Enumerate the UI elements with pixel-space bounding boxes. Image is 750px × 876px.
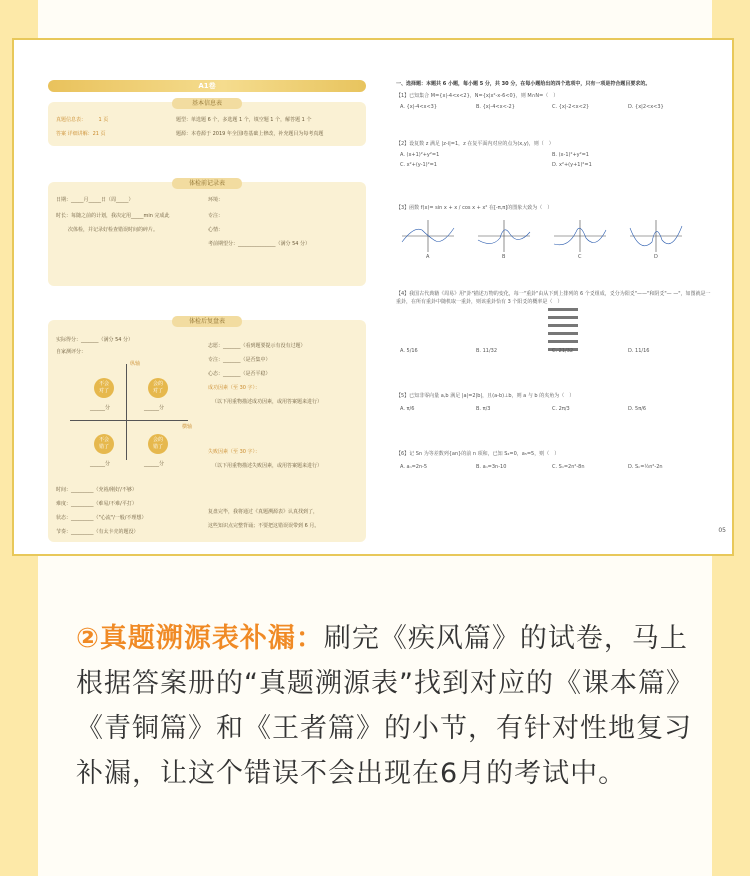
fail-label: 失败因素（至 30 字）：: [208, 449, 261, 455]
review-r3: 心态：_______（是否平稳）: [208, 371, 271, 377]
q5-option-c: C. 2π/3: [552, 406, 570, 412]
score-bottom-right: ______分: [144, 461, 165, 467]
hexagram-line: [548, 308, 578, 311]
success-label: 成功因素（至 30 字）：: [208, 385, 261, 391]
q4-option-a: A. 5/16: [400, 348, 418, 354]
pre-record-block: [48, 182, 366, 286]
post-pace: 节奏：_________（有太卡壳的题没）: [56, 529, 139, 535]
question-1: 【1】已知集合 M={x|-4<x<2}，N={x|x²-x-6<0}，则 M∩N=（ ）: [396, 93, 559, 99]
x-axis-label: 横轴: [182, 424, 193, 430]
hexagram-line: [548, 332, 578, 335]
q3-graphs: [396, 218, 696, 262]
q3-label-b: B: [502, 254, 506, 260]
pre-record-heading: 体检前记录表: [172, 178, 242, 189]
score-top-right: ______分: [144, 405, 165, 411]
hexagram-line: [548, 340, 578, 343]
post-time: 时间：_________（充裕/刚好/不够）: [56, 487, 137, 493]
caption-body: 刷完《疾风篇》的试卷，马上根据答案册的“真题溯源表”找到对应的《课本篇》《青铜篇》和《王者篇》的小节，有针对性地复习补漏，让这个错误不会出现在6月的考试中。: [76, 623, 694, 789]
post-review-block: [48, 320, 366, 542]
q2-option-d: D. x²+(y+1)²=1: [552, 162, 592, 168]
y-axis-label: 纵轴: [130, 361, 141, 367]
pre-date: 日期：_____月_____日（周_____）: [56, 197, 134, 203]
post-review-heading: 体检后复盘表: [172, 316, 242, 327]
quadrant-dont-know-wrong: 不会 错了: [94, 434, 114, 454]
question-5: 【5】已知非零向量 a,b 满足 |a|=2|b|，且(a-b)⊥b，则 a 与 b 的夹角为（ ）: [396, 393, 575, 399]
q4-option-b: B. 11/32: [476, 348, 498, 354]
info-row2-left: 答案 详细讲解：21 页: [56, 131, 106, 137]
pre-mood: 心情：: [208, 227, 224, 233]
basic-info-block: [48, 102, 366, 146]
q5-option-d: D. 5π/6: [628, 406, 647, 412]
q1-option-a: A. {x|-4<x<3}: [400, 104, 438, 110]
q6-option-d: D. Sₙ=½n²-2n: [628, 464, 663, 470]
q2-option-a: A. (x+1)²+y²=1: [400, 152, 440, 158]
review-r2: 专注：_______（是否集中）: [208, 357, 271, 363]
q6-option-a: A. aₙ=2n-5: [400, 464, 428, 470]
q6-option-b: B. aₙ=3n-10: [476, 464, 507, 470]
paper-title-bar: A1卷: [48, 80, 366, 92]
quadrant-know-wrong: 会的 错了: [148, 434, 168, 454]
pre-expected: 考前期望分：_______________（满分 54 分）: [208, 241, 311, 247]
q2-option-b: B. (x-1)²+y²=1: [552, 152, 589, 158]
q4-option-c: C. 21/32: [552, 348, 574, 354]
question-2: 【2】设复数 z 满足 |z-i|=1，z 在复平面内对应的点为(x,y)，则（ ）: [396, 141, 554, 147]
question-6: 【6】记 Sn 为等差数列{an}的前 n 项和，已知 S₄=0，a₅=5，则（ ）: [396, 451, 560, 457]
info-row1-left: 真题信息表： 1 页: [56, 117, 109, 123]
hexagram-line: [548, 316, 578, 319]
info-row1-right: 题型：单选题 6 个，多选题 1 个，填空题 1 个，解答题 1 个: [176, 117, 312, 123]
caption-paragraph: [76, 616, 696, 796]
q2-option-c: C. x²+(y-1)²=1: [400, 162, 437, 168]
post-eval: 自家测评分：: [56, 349, 87, 355]
done-line1: 复盘完毕，我将通过《真题溯源表》认真找到了，: [208, 509, 319, 515]
pre-time-note2: 次体检，并记录好检查错误时间的碎片。: [68, 227, 159, 233]
score-top-left: ______分: [90, 405, 111, 411]
done-line2: 这些知识点完整背诵；不要把这错误误带到 6 月。: [208, 523, 320, 529]
q5-option-b: B. π/3: [476, 406, 491, 412]
review-r1: 志愿：_______（看到题要提示有没有过题）: [208, 343, 306, 349]
score-bottom-left: ______分: [90, 461, 111, 467]
post-state: 状态：_________（"心流"/一般/不理想）: [56, 515, 147, 521]
caption-highlight: ②真题溯源表补漏：: [76, 623, 324, 654]
q4-option-d: D. 11/16: [628, 348, 650, 354]
q1-option-c: C. {x|-2<x<2}: [552, 104, 590, 110]
quadrant-know-right: 会的 对了: [148, 378, 168, 398]
q3-label-a: A: [426, 254, 430, 260]
pre-focus: 专注：: [208, 213, 224, 219]
question-3: 【3】函数 f(x)= sin x + x / cos x + x² 在[-π,π]的图象大致为（ ）: [396, 205, 553, 211]
basic-info-heading: 基本信息表: [172, 98, 242, 109]
post-difficulty: 难度：_________（难易/不难/平打）: [56, 501, 137, 507]
q5-option-a: A. π/6: [400, 406, 415, 412]
q6-option-c: C. Sₙ=2n²-8n: [552, 464, 585, 470]
q3-label-d: D: [654, 254, 658, 260]
pre-time-note: 时长：每随之前的计划，我决定用_____min 完成此: [56, 213, 170, 219]
success-text: （以下用重物描述成功因素，或用答案题来进行）: [212, 399, 323, 405]
page-number: 05: [718, 527, 726, 534]
pre-location: 环境：: [208, 197, 224, 203]
left-page: [48, 80, 366, 540]
quadrant-dont-know-right: 不会 对了: [94, 378, 114, 398]
book-spread-image: [12, 38, 734, 556]
hexagram-line: [548, 324, 578, 327]
q1-option-d: D. {x|2<x<3}: [628, 104, 664, 110]
post-actual: 实际得分：_______（满分 54 分）: [56, 337, 134, 343]
question-4: 【4】我国古代典籍《周易》用"卦"描述万物的变化，每一"重卦"由从下到上排列的 6 个爻组成，爻分为阳爻"——"和阴爻"— —"，如图就是一重卦，在所有重卦中随机取一重卦，则该重卦恰有 3 个阳爻的概率是（ ）: [396, 291, 711, 305]
right-page: [396, 80, 712, 540]
q3-label-c: C: [578, 254, 582, 260]
quadrant-x-axis: [70, 420, 188, 421]
fail-text: （以下用重物描述失败因素，或用答案题来进行）: [212, 463, 323, 469]
q1-option-b: B. {x|-4<x<-2}: [476, 104, 515, 110]
quadrant-y-axis: [126, 364, 127, 460]
info-row2-right: 题源：本卷源于 2019 年全国Ⅰ卷基础上修改，补充题目为每考真题: [176, 131, 324, 137]
section-header: 一、选择题：本题共 6 小题，每小题 5 分，共 30 分，在每小题给出的四个选项中，只有一项是符合题目要求的。: [396, 81, 651, 87]
